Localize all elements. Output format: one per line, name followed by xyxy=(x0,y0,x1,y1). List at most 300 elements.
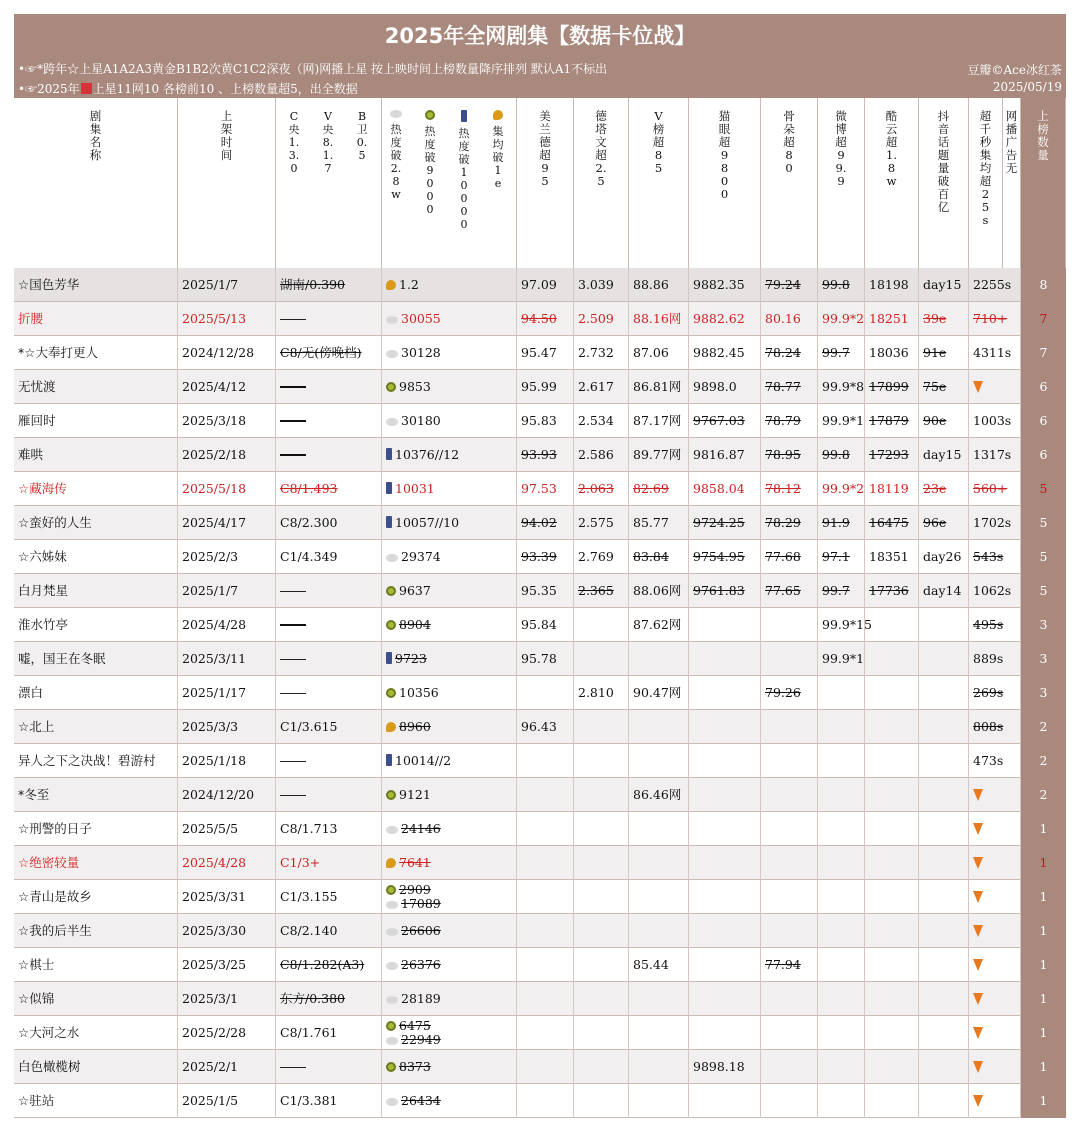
cell-tv: C8/2.140 xyxy=(276,914,382,948)
col-header-ad: 网播广告无 xyxy=(1003,98,1021,268)
cell-qianmiao xyxy=(969,370,1021,404)
table-row xyxy=(14,608,1066,642)
cell-vbang xyxy=(629,642,689,676)
cell-delta: 3.039 xyxy=(574,268,629,302)
cell-heat xyxy=(382,336,517,370)
cell-date: 2025/4/17 xyxy=(178,506,276,540)
cell-douyin xyxy=(919,1016,969,1050)
cell-vbang xyxy=(629,914,689,948)
col-header-heat-a: 热度破2.8w xyxy=(390,110,402,201)
carrot-icon xyxy=(973,1061,983,1073)
cell-vbang: 85.77 xyxy=(629,506,689,540)
cell-maoyan: 9898.0 xyxy=(689,370,761,404)
empty-dash xyxy=(280,420,306,422)
cell-weibo xyxy=(818,710,865,744)
cell-kuyun xyxy=(865,608,919,642)
cell-name: 嘘，国王在冬眠 xyxy=(14,642,178,676)
table-row xyxy=(14,778,1066,812)
table-row xyxy=(14,302,1066,336)
empty-dash xyxy=(280,761,306,762)
col-header-date: 上架时间 xyxy=(178,98,276,268)
cell-douyin: 23e xyxy=(919,472,969,506)
cell-name: 雁回时 xyxy=(14,404,178,438)
cell-tv: C1/3.155 xyxy=(276,880,382,914)
cell-count: 2 xyxy=(1021,710,1066,744)
cell-maoyan: 9761.83 xyxy=(689,574,761,608)
cell-date: 2025/3/30 xyxy=(178,914,276,948)
cell-guduo: 78.24 xyxy=(761,336,818,370)
cell-kuyun xyxy=(865,778,919,812)
bar-icon xyxy=(386,448,392,460)
cell-kuyun xyxy=(865,676,919,710)
col-header-heat xyxy=(382,98,517,268)
cell-count: 2 xyxy=(1021,778,1066,812)
cell-douyin xyxy=(919,1084,969,1118)
cell-weibo: 99.7 xyxy=(818,336,865,370)
carrot-icon xyxy=(973,993,983,1005)
cell-meilan: 95.78 xyxy=(517,642,574,676)
carrot-icon xyxy=(973,1095,983,1107)
cell-guduo: 79.26 xyxy=(761,676,818,710)
cell-guduo xyxy=(761,982,818,1016)
cell-douyin xyxy=(919,880,969,914)
col-header-delta: 德塔文超2.5 xyxy=(574,98,629,268)
cell-delta: 2.810 xyxy=(574,676,629,710)
cell-weibo: 99.8 xyxy=(818,438,865,472)
cell-kuyun: 17293 xyxy=(865,438,919,472)
cell-count: 6 xyxy=(1021,370,1066,404)
legend-note-2 xyxy=(18,80,358,97)
cell-delta xyxy=(574,642,629,676)
cell-maoyan xyxy=(689,982,761,1016)
heat-value: 8373 xyxy=(399,1059,431,1074)
cell-qianmiao: 889s xyxy=(969,642,1021,676)
cell-weibo: 99.8 xyxy=(818,268,865,302)
cell-date: 2025/3/11 xyxy=(178,642,276,676)
cell-qianmiao: 1317s xyxy=(969,438,1021,472)
cell-qianmiao xyxy=(969,1084,1021,1118)
col-header-count: 上榜数量 xyxy=(1021,98,1066,268)
cell-delta xyxy=(574,812,629,846)
cell-qianmiao xyxy=(969,1016,1021,1050)
cell-count: 1 xyxy=(1021,812,1066,846)
cell-count: 1 xyxy=(1021,1016,1066,1050)
cell-kuyun xyxy=(865,914,919,948)
kiwi-icon xyxy=(425,110,435,120)
cell-weibo: 99.9*2 xyxy=(818,472,865,506)
cell-tv xyxy=(276,608,382,642)
carrot-icon xyxy=(973,959,983,971)
cell-count: 3 xyxy=(1021,676,1066,710)
cell-date: 2025/4/28 xyxy=(178,608,276,642)
cell-maoyan xyxy=(689,846,761,880)
cell-vbang xyxy=(629,1084,689,1118)
heat-value: 9853 xyxy=(399,379,431,394)
cell-qianmiao: 495s xyxy=(969,608,1021,642)
cell-delta xyxy=(574,744,629,778)
cell-kuyun: 18351 xyxy=(865,540,919,574)
cell-tv: C8/1.761 xyxy=(276,1016,382,1050)
cell-douyin xyxy=(919,846,969,880)
cloud-icon xyxy=(386,316,398,324)
cell-weibo: 99.9*2 xyxy=(818,302,865,336)
cell-tv: 东方/0.380 xyxy=(276,982,382,1016)
cell-delta xyxy=(574,710,629,744)
col-header-meilan: 美兰德超95 xyxy=(517,98,574,268)
table-row xyxy=(14,540,1066,574)
cell-vbang: 85.44 xyxy=(629,948,689,982)
cell-date: 2025/1/17 xyxy=(178,676,276,710)
cell-qianmiao xyxy=(969,846,1021,880)
heat-value: 10057//10 xyxy=(395,515,460,530)
cell-meilan xyxy=(517,778,574,812)
cell-weibo xyxy=(818,1084,865,1118)
cell-vbang: 83.84 xyxy=(629,540,689,574)
cell-weibo: 99.9*8 xyxy=(818,370,865,404)
cell-vbang: 86.81网 xyxy=(629,370,689,404)
cell-heat xyxy=(382,1050,517,1084)
cell-kuyun xyxy=(865,812,919,846)
cell-date: 2025/2/1 xyxy=(178,1050,276,1084)
mango-icon xyxy=(386,722,396,732)
cell-name: ☆蛮好的人生 xyxy=(14,506,178,540)
cell-name: ☆绝密较量 xyxy=(14,846,178,880)
cell-name: ☆刑警的日子 xyxy=(14,812,178,846)
cell-date: 2025/4/12 xyxy=(178,370,276,404)
cell-guduo xyxy=(761,778,818,812)
cell-heat xyxy=(382,472,517,506)
cell-heat xyxy=(382,268,517,302)
cell-tv: C8/1.713 xyxy=(276,812,382,846)
cell-weibo: 99.9*15 xyxy=(818,608,865,642)
cell-maoyan xyxy=(689,608,761,642)
heat-value: 30055 xyxy=(401,311,441,326)
table-row xyxy=(14,880,1066,914)
cell-meilan: 93.39 xyxy=(517,540,574,574)
cell-tv xyxy=(276,370,382,404)
carrot-icon xyxy=(973,381,983,393)
heat-value: 2909 xyxy=(399,882,431,897)
cell-maoyan xyxy=(689,914,761,948)
cell-date: 2025/2/28 xyxy=(178,1016,276,1050)
cell-heat xyxy=(382,846,517,880)
heat-value: 8960 xyxy=(399,719,431,734)
cell-kuyun xyxy=(865,982,919,1016)
empty-dash xyxy=(280,454,306,456)
cell-kuyun: 17879 xyxy=(865,404,919,438)
col-header-weibo: 微博超99.9 xyxy=(818,98,865,268)
cell-name: *冬至 xyxy=(14,778,178,812)
legend-note-1: •☞*跨年☆上星A1A2A3黄金B1B2次黄C1C2深夜（网)网播上星 按上映时间上榜数量降序排列 默认A1不标出 xyxy=(18,62,608,76)
carrot-icon xyxy=(973,1027,983,1039)
cell-vbang: 88.16网 xyxy=(629,302,689,336)
cell-delta xyxy=(574,1050,629,1084)
cell-douyin: 91e xyxy=(919,336,969,370)
table-row xyxy=(14,642,1066,676)
cell-qianmiao xyxy=(969,914,1021,948)
cell-tv xyxy=(276,1050,382,1084)
cell-count: 7 xyxy=(1021,302,1066,336)
table-row xyxy=(14,914,1066,948)
cell-count: 1 xyxy=(1021,846,1066,880)
bar-icon xyxy=(461,110,467,122)
cell-qianmiao: 710+ xyxy=(969,302,1021,336)
cell-delta: 2.063 xyxy=(574,472,629,506)
heat-value: 22949 xyxy=(401,1032,441,1047)
cell-delta xyxy=(574,846,629,880)
cell-delta: 2.534 xyxy=(574,404,629,438)
bar-icon xyxy=(386,516,392,528)
cell-tv xyxy=(276,438,382,472)
cell-maoyan: 9882.62 xyxy=(689,302,761,336)
cell-name: 淮水竹亭 xyxy=(14,608,178,642)
cell-vbang: 90.47网 xyxy=(629,676,689,710)
cell-maoyan xyxy=(689,642,761,676)
table-row xyxy=(14,1050,1066,1084)
cell-name: 难哄 xyxy=(14,438,178,472)
heat-value: 17089 xyxy=(401,896,441,911)
cell-count: 1 xyxy=(1021,914,1066,948)
cell-kuyun xyxy=(865,880,919,914)
table-row xyxy=(14,846,1066,880)
cell-qianmiao: 1702s xyxy=(969,506,1021,540)
cell-meilan xyxy=(517,914,574,948)
cell-name: ☆青山是故乡 xyxy=(14,880,178,914)
cell-vbang: 88.86 xyxy=(629,268,689,302)
empty-dash xyxy=(280,624,306,626)
cell-maoyan xyxy=(689,948,761,982)
cell-heat xyxy=(382,778,517,812)
kiwi-icon xyxy=(386,1062,396,1072)
table-row xyxy=(14,744,1066,778)
cell-name: ☆棋士 xyxy=(14,948,178,982)
cell-tv xyxy=(276,676,382,710)
cell-name: ☆六姊妹 xyxy=(14,540,178,574)
cell-delta xyxy=(574,1016,629,1050)
cell-meilan xyxy=(517,1016,574,1050)
col-header-qianmiao: 超千秒集均超25s xyxy=(969,98,1003,268)
kiwi-icon xyxy=(386,688,396,698)
cell-meilan: 95.84 xyxy=(517,608,574,642)
cell-heat xyxy=(382,608,517,642)
kiwi-icon xyxy=(386,1021,396,1031)
cell-count: 1 xyxy=(1021,880,1066,914)
cell-kuyun xyxy=(865,642,919,676)
mango-icon xyxy=(386,858,396,868)
cell-guduo xyxy=(761,812,818,846)
empty-dash xyxy=(280,693,306,694)
cell-guduo: 78.77 xyxy=(761,370,818,404)
cell-heat xyxy=(382,914,517,948)
heat-value: 29374 xyxy=(401,549,441,564)
table-row xyxy=(14,336,1066,370)
cell-weibo: 99.9*1 xyxy=(818,642,865,676)
heat-value: 24146 xyxy=(401,821,441,836)
cell-weibo xyxy=(818,744,865,778)
table-row xyxy=(14,438,1066,472)
cell-heat xyxy=(382,710,517,744)
cell-count: 6 xyxy=(1021,404,1066,438)
cloud-icon xyxy=(386,418,398,426)
cell-douyin xyxy=(919,948,969,982)
cell-delta xyxy=(574,948,629,982)
heat-value: 10356 xyxy=(399,685,439,700)
cell-count: 2 xyxy=(1021,744,1066,778)
table-row xyxy=(14,370,1066,404)
carrot-icon xyxy=(973,857,983,869)
cell-tv xyxy=(276,574,382,608)
cell-vbang: 86.46网 xyxy=(629,778,689,812)
cell-tv xyxy=(276,778,382,812)
table-row xyxy=(14,812,1066,846)
cell-guduo: 77.65 xyxy=(761,574,818,608)
cell-guduo: 79.24 xyxy=(761,268,818,302)
cell-douyin: 96e xyxy=(919,506,969,540)
carrot-icon xyxy=(973,925,983,937)
cell-maoyan: 9898.18 xyxy=(689,1050,761,1084)
cell-name: 白色橄榄树 xyxy=(14,1050,178,1084)
cell-tv xyxy=(276,404,382,438)
cell-delta: 2.732 xyxy=(574,336,629,370)
cell-kuyun: 18251 xyxy=(865,302,919,336)
cell-vbang xyxy=(629,846,689,880)
cell-count: 3 xyxy=(1021,608,1066,642)
heat-value: 7641 xyxy=(399,855,431,870)
cell-douyin: day15 xyxy=(919,268,969,302)
cell-delta xyxy=(574,880,629,914)
legend-note-2a: •☞2025年 xyxy=(18,82,80,96)
credit-date: 2025/05/19 xyxy=(992,80,1062,94)
bar-icon xyxy=(386,754,392,766)
cell-date: 2025/1/7 xyxy=(178,268,276,302)
cell-heat xyxy=(382,1084,517,1118)
cell-kuyun: 17899 xyxy=(865,370,919,404)
cell-delta xyxy=(574,1084,629,1118)
cell-count: 7 xyxy=(1021,336,1066,370)
cell-name: ☆北上 xyxy=(14,710,178,744)
cell-name: ☆似锦 xyxy=(14,982,178,1016)
cell-count: 3 xyxy=(1021,642,1066,676)
cell-guduo xyxy=(761,744,818,778)
cell-maoyan: 9724.25 xyxy=(689,506,761,540)
cell-maoyan xyxy=(689,812,761,846)
cell-meilan: 96.43 xyxy=(517,710,574,744)
cell-weibo xyxy=(818,676,865,710)
cloud-icon xyxy=(386,350,398,358)
cell-delta: 2.586 xyxy=(574,438,629,472)
cell-maoyan: 9882.45 xyxy=(689,336,761,370)
cell-delta: 2.617 xyxy=(574,370,629,404)
col-header-name: 剧集名称 xyxy=(14,98,178,268)
cell-weibo xyxy=(818,846,865,880)
cloud-icon xyxy=(386,962,398,970)
cloud-icon xyxy=(390,110,402,118)
heat-value: 1.2 xyxy=(399,277,419,292)
empty-dash xyxy=(280,319,306,320)
cell-vbang: 89.77网 xyxy=(629,438,689,472)
cell-douyin xyxy=(919,710,969,744)
cell-heat xyxy=(382,1016,517,1050)
cell-qianmiao: 473s xyxy=(969,744,1021,778)
cell-meilan xyxy=(517,1084,574,1118)
cell-weibo xyxy=(818,880,865,914)
cell-maoyan: 9882.35 xyxy=(689,268,761,302)
cell-weibo xyxy=(818,982,865,1016)
cell-kuyun xyxy=(865,948,919,982)
cell-qianmiao: 1003s xyxy=(969,404,1021,438)
cell-heat xyxy=(382,574,517,608)
kiwi-icon xyxy=(386,620,396,630)
cell-kuyun xyxy=(865,710,919,744)
cell-date: 2025/5/18 xyxy=(178,472,276,506)
col-header-vbang: V榜超85 xyxy=(629,98,689,268)
cell-delta: 2.575 xyxy=(574,506,629,540)
cell-douyin xyxy=(919,778,969,812)
cell-weibo: 99.9*1 xyxy=(818,404,865,438)
cell-heat xyxy=(382,404,517,438)
cell-tv xyxy=(276,744,382,778)
cell-count: 1 xyxy=(1021,1084,1066,1118)
heat-value: 10376//12 xyxy=(395,447,460,462)
cell-kuyun xyxy=(865,846,919,880)
cell-date: 2025/1/7 xyxy=(178,574,276,608)
col-header-heat-b: 热度破9000 xyxy=(424,110,436,216)
cell-heat xyxy=(382,812,517,846)
cell-meilan xyxy=(517,880,574,914)
carrot-icon xyxy=(973,823,983,835)
cloud-icon xyxy=(386,928,398,936)
cell-vbang xyxy=(629,880,689,914)
cell-delta: 2.509 xyxy=(574,302,629,336)
cell-name: ☆藏海传 xyxy=(14,472,178,506)
heat-value: 28189 xyxy=(401,991,441,1006)
cell-guduo: 78.12 xyxy=(761,472,818,506)
cell-qianmiao xyxy=(969,812,1021,846)
mango-icon xyxy=(386,280,396,290)
cell-meilan xyxy=(517,676,574,710)
table-row xyxy=(14,982,1066,1016)
table-row xyxy=(14,472,1066,506)
cell-meilan: 94.02 xyxy=(517,506,574,540)
cell-date: 2025/1/18 xyxy=(178,744,276,778)
empty-dash xyxy=(280,1067,306,1068)
cell-meilan xyxy=(517,846,574,880)
cell-weibo: 99.7 xyxy=(818,574,865,608)
cell-douyin: day15 xyxy=(919,438,969,472)
cell-guduo xyxy=(761,914,818,948)
heat-value: 26376 xyxy=(401,957,441,972)
cell-vbang xyxy=(629,744,689,778)
cell-guduo xyxy=(761,710,818,744)
cell-kuyun xyxy=(865,1016,919,1050)
cell-date: 2025/5/5 xyxy=(178,812,276,846)
cell-date: 2025/2/3 xyxy=(178,540,276,574)
cell-heat xyxy=(382,982,517,1016)
heat-value: 30128 xyxy=(401,345,441,360)
cell-meilan: 95.83 xyxy=(517,404,574,438)
cloud-icon xyxy=(386,996,398,1004)
cell-date: 2024/12/20 xyxy=(178,778,276,812)
cell-name: ☆我的后半生 xyxy=(14,914,178,948)
cell-guduo: 78.95 xyxy=(761,438,818,472)
cell-guduo xyxy=(761,642,818,676)
mango-icon xyxy=(493,110,503,120)
cell-delta: 2.365 xyxy=(574,574,629,608)
cell-delta xyxy=(574,914,629,948)
cell-qianmiao: 560+ xyxy=(969,472,1021,506)
cell-tv: C8/无(傍晚档) xyxy=(276,336,382,370)
cell-date: 2025/3/3 xyxy=(178,710,276,744)
